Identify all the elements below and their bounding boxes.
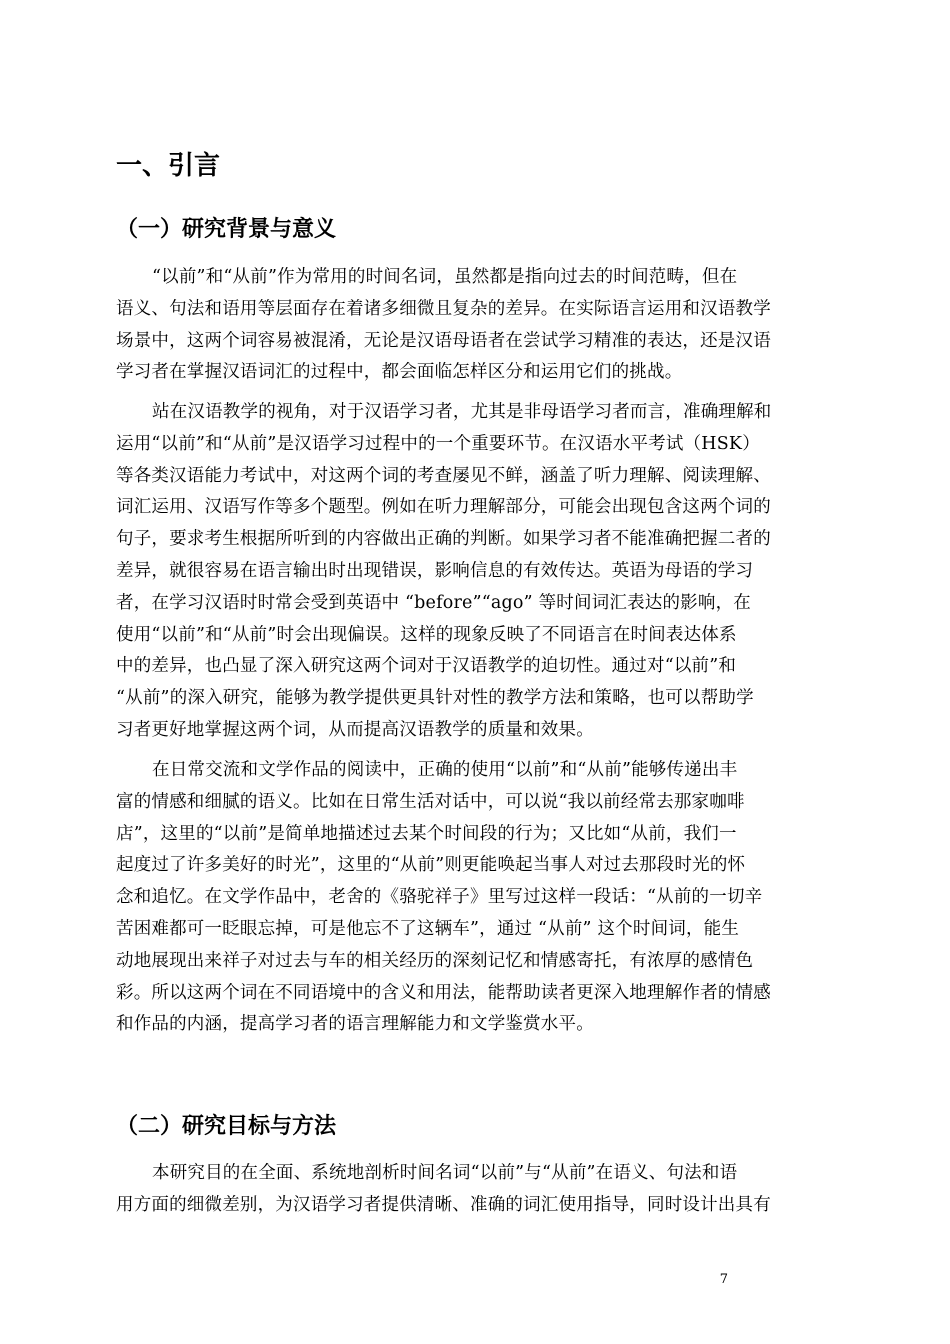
paragraph-line: 富的情感和细腻的语义。比如在日常生活对话中，可以说“我以前经常去那家咖啡 <box>116 791 745 812</box>
paragraph-line: 差异，就很容易在语言输出时出现错误，影响信息的有效传达。英语为母语的学习 <box>116 560 754 581</box>
paragraph-line: 等各类汉语能力考试中，对这两个词的考查屡见不鲜，涵盖了听力理解、阅读理解、 <box>116 465 771 486</box>
paragraph-line: 站在汉语教学的视角，对于汉语学习者，尤其是非母语学习者而言，准确理解和 <box>152 402 772 422</box>
section-heading-goals-methods: （二）研究目标与方法 <box>116 1114 337 1139</box>
paragraph-line: 学习者在掌握汉语词汇的过程中，都会面临怎样区分和运用它们的挑战。 <box>116 362 683 383</box>
chapter-heading: 一、引言 <box>116 151 221 181</box>
page-number: 7 <box>719 1272 728 1287</box>
paragraph-line: 苦困难都可一眨眼忘掉，可是他忘不了这辆车”，通过 “从前” 这个时间词，能生 <box>116 918 740 939</box>
paragraph-line: 中的差异，也凸显了深入研究这两个词对于汉语教学的迫切性。通过对“以前”和 <box>116 656 737 677</box>
section-heading-background: （一）研究背景与意义 <box>116 217 337 242</box>
paragraph-line: 用方面的细微差别，为汉语学习者提供清晰、准确的词汇使用指导，同时设计出具有 <box>116 1194 771 1215</box>
paragraph-line: “以前”和“从前”作为常用的时间名词，虽然都是指向过去的时间范畴，但在 <box>152 267 738 287</box>
paragraph-line: 句子，要求考生根据所听到的内容做出正确的判断。如果学习者不能准确把握二者的 <box>116 529 771 550</box>
paragraph-line: 词汇运用、汉语写作等多个题型。例如在听力理解部分，可能会出现包含这两个词的 <box>116 497 771 518</box>
paragraph-line: 本研究目的在全面、系统地剖析时间名词“以前”与“从前”在语义、句法和语 <box>152 1163 738 1183</box>
paragraph-background-2 <box>116 397 836 747</box>
paragraph-background-1 <box>116 262 836 389</box>
paragraph-line: 店”，这里的“以前”是简单地描述过去某个时间段的行为；又比如“从前，我们一 <box>116 823 737 844</box>
paragraph-line: 使用“以前”和“从前”时会出现偏误。这样的现象反映了不同语言在时间表达体系 <box>116 624 737 645</box>
paragraph-goals-1 <box>116 1158 836 1222</box>
paragraph-line: 念和追忆。在文学作品中，老舍的《骆驼祥子》里写过这样一段话：“从前的一切辛 <box>116 887 763 908</box>
paragraph-line: 和作品的内涵，提高学习者的语言理解能力和文学鉴赏水平。 <box>116 1014 594 1035</box>
paragraph-line: 起度过了许多美好的时光”，这里的“从前”则更能唤起当事人对过去那段时光的怀 <box>116 855 746 876</box>
paragraph-line: 习者更好地掌握这两个词，从而提高汉语教学的质量和效果。 <box>116 719 594 740</box>
paragraph-line: “从前”的深入研究，能够为教学提供更具针对性的教学方法和策略，也可以帮助学 <box>116 688 754 709</box>
paragraph-line: 在日常交流和文学作品的阅读中，正确的使用“以前”和“从前”能够传递出丰 <box>152 760 738 780</box>
paragraph-line: 彩。所以这两个词在不同语境中的含义和用法，能帮助读者更深入地理解作者的情感 <box>116 982 771 1003</box>
paragraph-background-3 <box>116 755 836 1041</box>
paragraph-line: 运用“以前”和“从前”是汉语学习过程中的一个重要环节。在汉语水平考试（HSK） <box>116 433 760 454</box>
paragraph-line: 者，在学习汉语时时常会受到英语中 “before”“ago” 等时间词汇表达的影响，在 <box>116 592 751 613</box>
paragraph-line: 场景中，这两个词容易被混淆，无论是汉语母语者在尝试学习精准的表达，还是汉语 <box>116 330 771 351</box>
paragraph-line: 语义、句法和语用等层面存在着诸多细微且复杂的差异。在实际语言运用和汉语教学 <box>116 298 771 319</box>
paragraph-line: 动地展现出来祥子对过去与车的相关经历的深刻记忆和情感寄托，有浓厚的感情色 <box>116 950 754 971</box>
